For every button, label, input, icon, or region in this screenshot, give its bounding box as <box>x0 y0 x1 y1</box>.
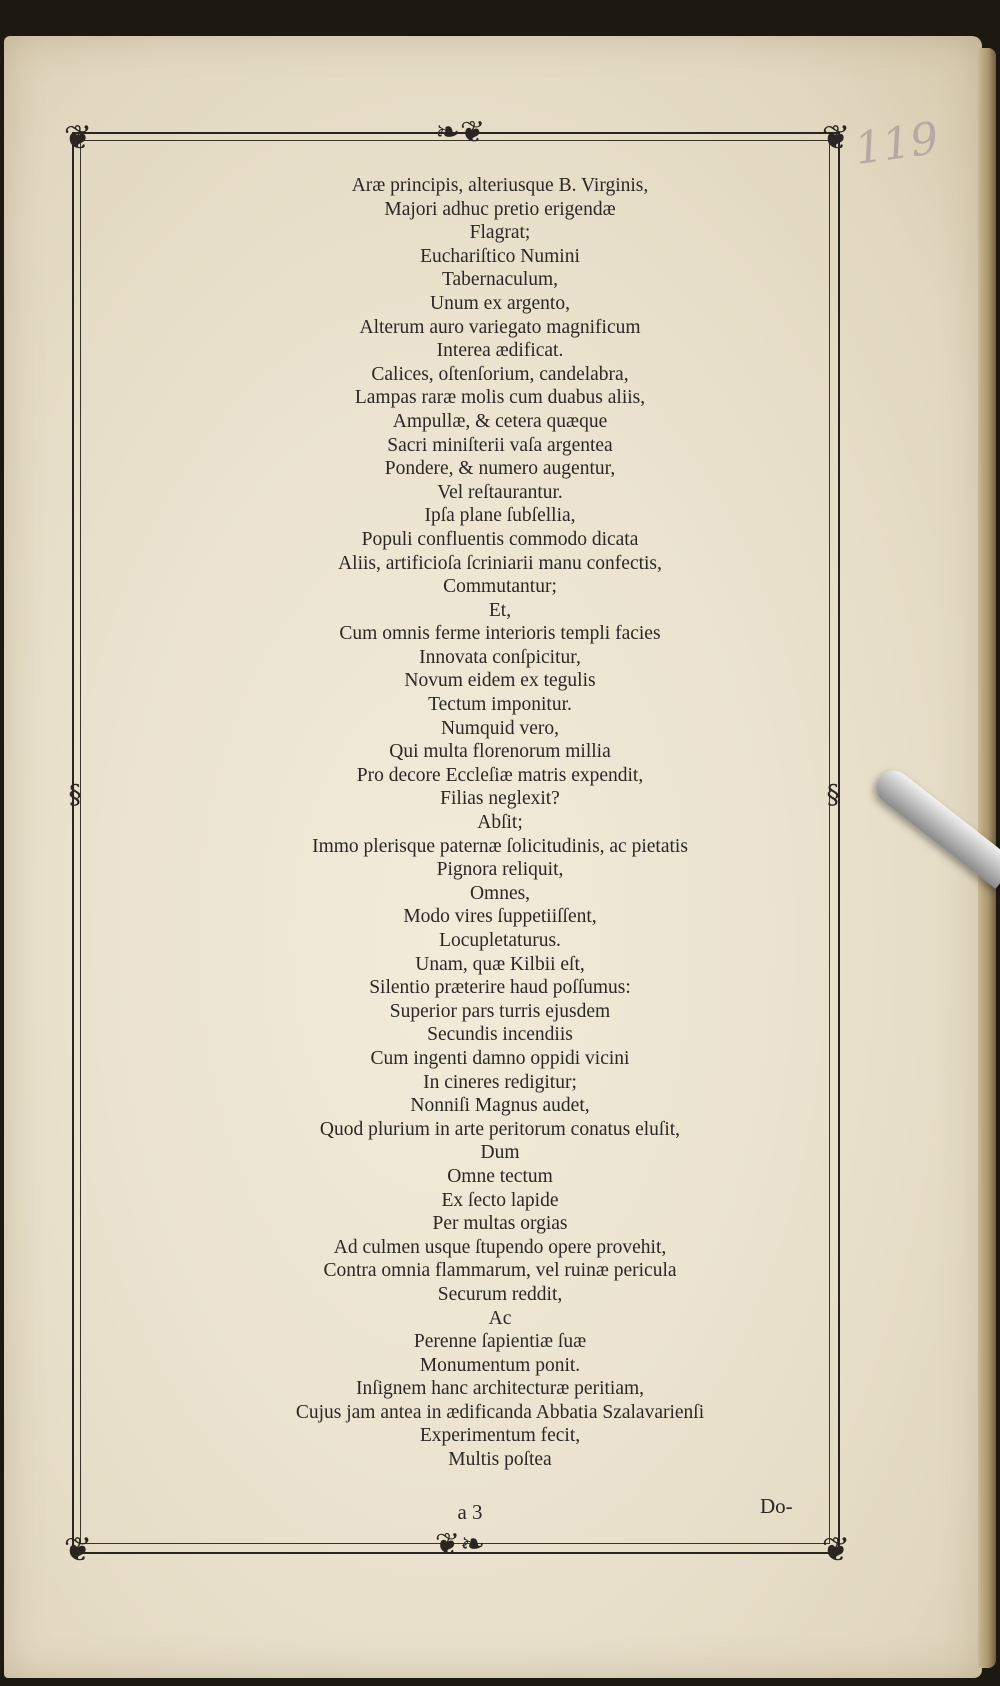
text-line: Perenne ſapientiæ ſuæ <box>413 1331 587 1353</box>
text-line: Modo vires ſuppetiiſſent, <box>403 906 597 928</box>
left-side-flourish-icon: § <box>68 780 82 810</box>
text-line: Superior pars turris ejusdem <box>389 1000 611 1022</box>
signature-mark: a 3 <box>457 1500 483 1524</box>
text-line: Unum ex argento, <box>430 292 570 314</box>
text-line: Abſit; <box>477 812 523 834</box>
text-line: Pignora reliquit, <box>436 859 564 881</box>
text-line: In cineres redigitur; <box>423 1071 577 1093</box>
text-line: Filias neglexit? <box>440 788 560 810</box>
text-line: Populi confluentis commodo dicata <box>361 528 639 550</box>
text-line: Novum eidem ex tegulis <box>404 670 596 692</box>
text-line: Ipſa plane ſubſellia, <box>424 505 576 527</box>
text-line: Ampullæ, & cetera quæque <box>392 410 608 432</box>
text-line: Alterum auro variegato magnificum <box>359 316 641 338</box>
text-line: Cum omnis ferme interioris templi facies <box>339 623 661 645</box>
text-line: Euchariſtico Numini <box>420 245 580 267</box>
text-line: Numquid vero, <box>440 717 560 739</box>
corner-flourish-icon: ❦ <box>821 118 851 158</box>
text-line: Tectum imponitur. <box>428 694 572 716</box>
text-line: Immo plerisque paternæ ſolicitudinis, ac pietatis <box>312 835 688 857</box>
text-line: Tabernaculum, <box>441 269 559 291</box>
text-line: Nonniſi Magnus audet, <box>410 1095 590 1117</box>
text-line: Contra omnia flammarum, vel ruinæ pericula <box>323 1260 677 1282</box>
text-line: Omne tectum <box>447 1165 553 1187</box>
text-line: Silentio præterire haud poſſumus: <box>369 977 631 999</box>
text-line: Experimentum fecit, <box>419 1425 581 1447</box>
bottom-center-flourish-icon: ❦❧ <box>434 1527 486 1562</box>
text-line: Flagrat; <box>469 222 531 244</box>
text-line: Sacri miniſterii vaſa argentea <box>387 434 613 456</box>
text-line: Securum reddit, <box>437 1283 563 1305</box>
text-line: Ex ſecto lapide <box>441 1189 559 1211</box>
top-center-flourish-icon: ❧❦ <box>434 115 486 150</box>
text-line: Quod plurium in arte peritorum conatus eluſit, <box>319 1118 681 1140</box>
text-line: Vel reſtaurantur. <box>437 481 563 503</box>
text-line: Pondere, & numero augentur, <box>384 458 616 480</box>
text-line: Interea ædificat. <box>436 340 564 362</box>
text-line: Innovata conſpicitur, <box>419 646 581 668</box>
text-line: Aliis, artificioſa ſcriniarii manu confectis, <box>338 552 662 574</box>
text-line: Ad culmen usque ſtupendo opere provehit, <box>333 1236 667 1258</box>
corner-flourish-icon: ❦ <box>63 1530 93 1570</box>
text-line: Majori adhuc pretio erigendæ <box>384 198 616 220</box>
right-side-flourish-icon: § <box>826 780 840 810</box>
handwritten-folio-number: 119 <box>851 112 942 176</box>
corner-flourish-icon: ❦ <box>63 118 93 158</box>
text-line: Unam, quæ Kilbii eſt, <box>415 953 585 975</box>
inscription-text <box>200 174 800 1472</box>
catchword: Do- <box>760 1494 793 1518</box>
text-line: Cum ingenti damno oppidi vicini <box>370 1047 630 1069</box>
text-line: Locupletaturus. <box>439 930 561 951</box>
text-line: Inſignem hanc architecturæ peritiam, <box>355 1378 645 1400</box>
text-line: Lampas raræ molis cum duabus aliis, <box>354 387 646 409</box>
text-line: Omnes, <box>469 882 531 904</box>
text-line: Commutantur; <box>443 576 557 598</box>
corner-flourish-icon: ❦ <box>821 1530 851 1570</box>
text-line: Ac <box>488 1307 512 1329</box>
text-line: Et, <box>488 599 512 621</box>
text-line: Calices, oſtenſorium, candelabra, <box>371 363 629 385</box>
text-line: Per multas orgias <box>432 1213 568 1235</box>
text-line: Secundis incendiis <box>427 1024 573 1046</box>
text-line: Qui multa florenorum millia <box>389 741 611 763</box>
text-line: Dum <box>480 1142 520 1164</box>
text-line: Aræ principis, alteriusque B. Virginis, <box>351 175 649 196</box>
text-line: Monumentum ponit. <box>419 1354 581 1376</box>
text-line: Multis poſtea <box>448 1449 552 1471</box>
text-line: Cujus jam antea in ædificanda Abbatia Szalavarienſi <box>295 1401 705 1423</box>
text-line: Pro decore Eccleſiæ matris expendit, <box>356 764 644 786</box>
